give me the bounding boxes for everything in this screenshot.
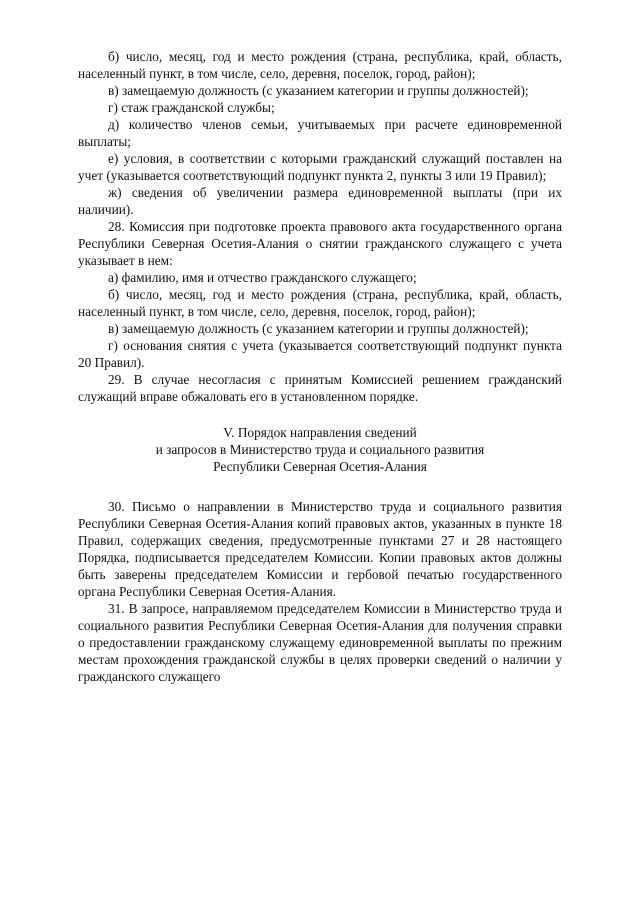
item-g-service-length: г) стаж гражданской службы; bbox=[108, 100, 275, 115]
item-b-birth-details: б) число, месяц, год и место рождения (страна, республика, край, область, населенный пункт, в том числе, село, деревня, поселок, город, район); bbox=[78, 49, 562, 81]
section-v-heading bbox=[78, 424, 562, 475]
item-zh-payment-increase: ж) сведения об увеличении размера единовременной выплаты (при их наличии). bbox=[78, 185, 562, 217]
item-v-position: в) замещаемую должность (с указанием категории и группы должностей); bbox=[108, 83, 529, 98]
item-v-position-2: в) замещаемую должность (с указанием категории и группы должностей); bbox=[108, 321, 529, 336]
item-e-conditions: е) условия, в соответствии с которыми гражданский служащий поставлен на учет (указывается соответствующий подпункт пункта 2, пункты 3 или 19 Правил); bbox=[78, 151, 562, 183]
clause-30: 30. Письмо о направлении в Министерство труда и социального развития Республики Северная Осетия-Алания копий правовых актов, указанных в пункте 18 Правил, содержащих сведения, предусмотренные пунктами 27 и 28 настоящего Порядка, подписывается председателем Комиссии. Копии правовых актов должны быть заверены председателем Комиссии и гербовой печатью государственного органа Республики Северная Осетия-Алания. bbox=[78, 499, 562, 599]
clause-31: 31. В запросе, направляемом председателем Комиссии в Министерство труда и социального развития Республики Северная Осетия-Алания для получения справки о предоставлении гражданскому служащему единовременной выплаты по прежним местам прохождения гражданской службы в целях проверки сведений о наличии у гражданского служащего bbox=[78, 601, 562, 684]
section-v-heading-line-1: V. Порядок направления сведений bbox=[223, 425, 417, 440]
section-v-heading-line-3: Республики Северная Осетия-Алания bbox=[213, 459, 427, 474]
item-b-birth-details-2: б) число, месяц, год и место рождения (страна, республика, край, область, населенный пункт, в том числе, село, деревня, поселок, город, район); bbox=[78, 287, 562, 319]
item-d-family-members: д) количество членов семьи, учитываемых при расчете единовременной выплаты; bbox=[78, 117, 562, 149]
clause-29: 29. В случае несогласия с принятым Комиссией решением гражданский служащий вправе обжаловать его в установленном порядке. bbox=[78, 372, 562, 404]
item-g-removal-grounds: г) основания снятия с учета (указывается соответствующий подпункт пункта 20 Правил). bbox=[78, 338, 562, 370]
clause-28: 28. Комиссия при подготовке проекта правового акта государственного органа Республики Северная Осетия-Алания о снятии гражданского служащего с учета указывает в нем: bbox=[78, 219, 562, 268]
document-body bbox=[78, 48, 562, 685]
section-v-heading-line-2: и запросов в Министерство труда и социального развития bbox=[155, 442, 485, 457]
item-a-full-name: а) фамилию, имя и отчество гражданского служащего; bbox=[108, 270, 417, 285]
